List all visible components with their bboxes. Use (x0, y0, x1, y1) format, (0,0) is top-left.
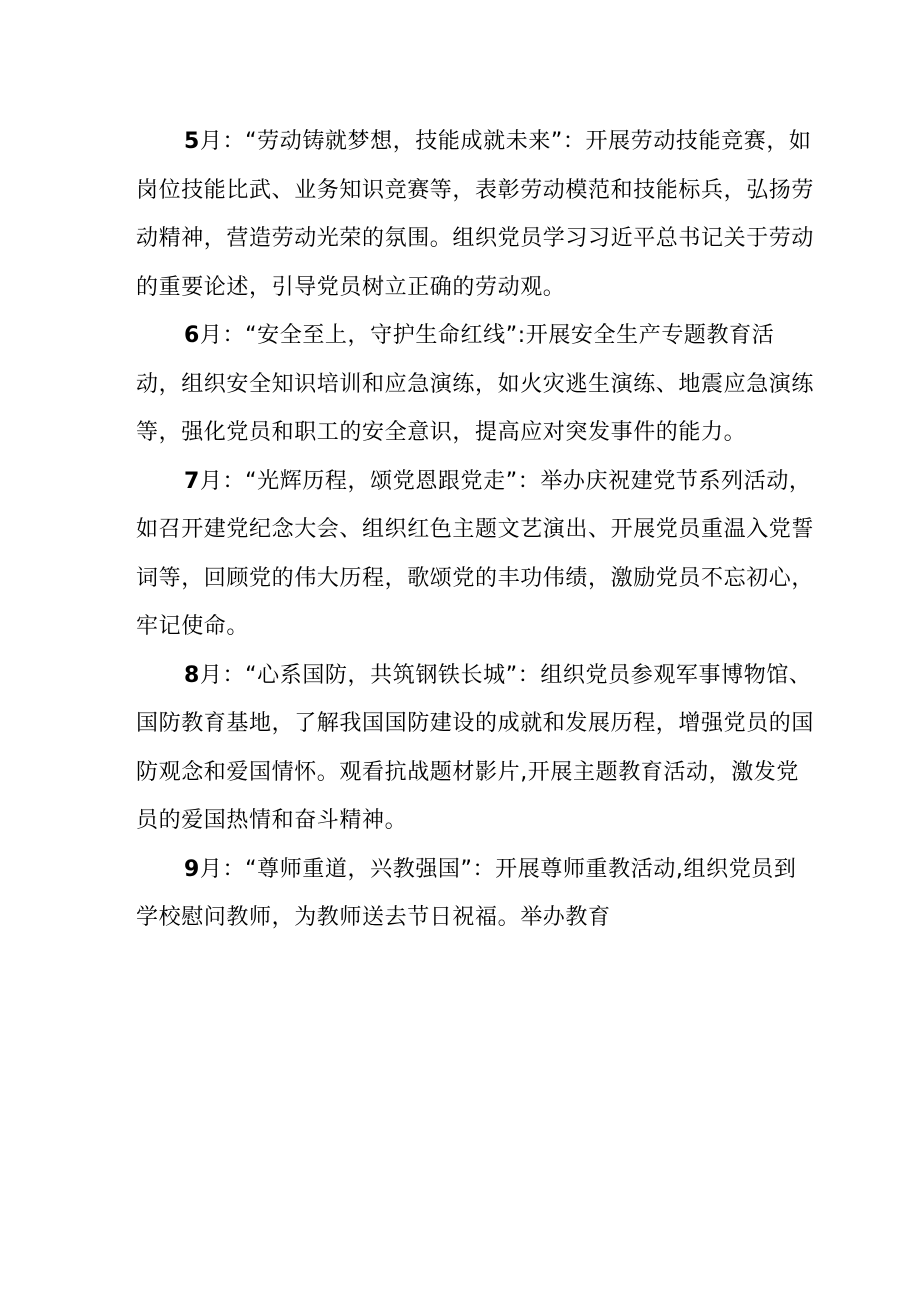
paragraph-text: 月：“光辉历程，颂党恩跟党走”：举办庆祝建党节系列活动，如召开建党纪念大会、组织红色主题文艺演出、开展党员重温入党誓词等，回顾党的伟大历程，歌颂党的丰功伟绩，激励党员不忘初心，牢记使命。 (136, 468, 815, 639)
month-number: 9 (184, 856, 200, 882)
month-number: 6 (184, 323, 200, 348)
paragraph-text: 月：“安全至上，守护生命红线”:开展安全生产专题教育活动，组织安全知识培训和应急演练，如火灾逃生演练、地震应急演练等，强化党员和职工的安全意识，提高应对突发事件的能力。 (136, 323, 815, 445)
document-body (136, 118, 816, 943)
paragraph-june (136, 312, 816, 458)
month-number: 5 (184, 129, 200, 154)
paragraph-text: 月：“心系国防，共筑钢铁长城”：组织党员参观军事博物馆、国防教育基地，了解我国国防建设的成就和发展历程，增强党员的国防观念和爱国情怀。观看抗战题材影片,开展主题教育活动，激发党员的爱国热情和奋斗精神。 (136, 662, 815, 833)
paragraph-july (136, 458, 816, 652)
month-number: 8 (184, 662, 200, 688)
paragraph-may (136, 118, 816, 312)
paragraph-september (136, 846, 816, 943)
month-number: 7 (184, 468, 200, 494)
paragraph-text: 月：“劳动铸就梦想，技能成就未来”：开展劳动技能竞赛，如岗位技能比武、业务知识竞赛等，表彰劳动模范和技能标兵，弘扬劳动精神，营造劳动光荣的氛围。组织党员学习习近平总书记关于劳动的重要论述，引导党员树立正确的劳动观。 (136, 129, 815, 300)
paragraph-august (136, 652, 816, 846)
paragraph-text: 月：“尊师重道，兴教强国”：开展尊师重教活动,组织党员到学校慰问教师，为教师送去节日祝福。举办教育 (136, 856, 797, 930)
